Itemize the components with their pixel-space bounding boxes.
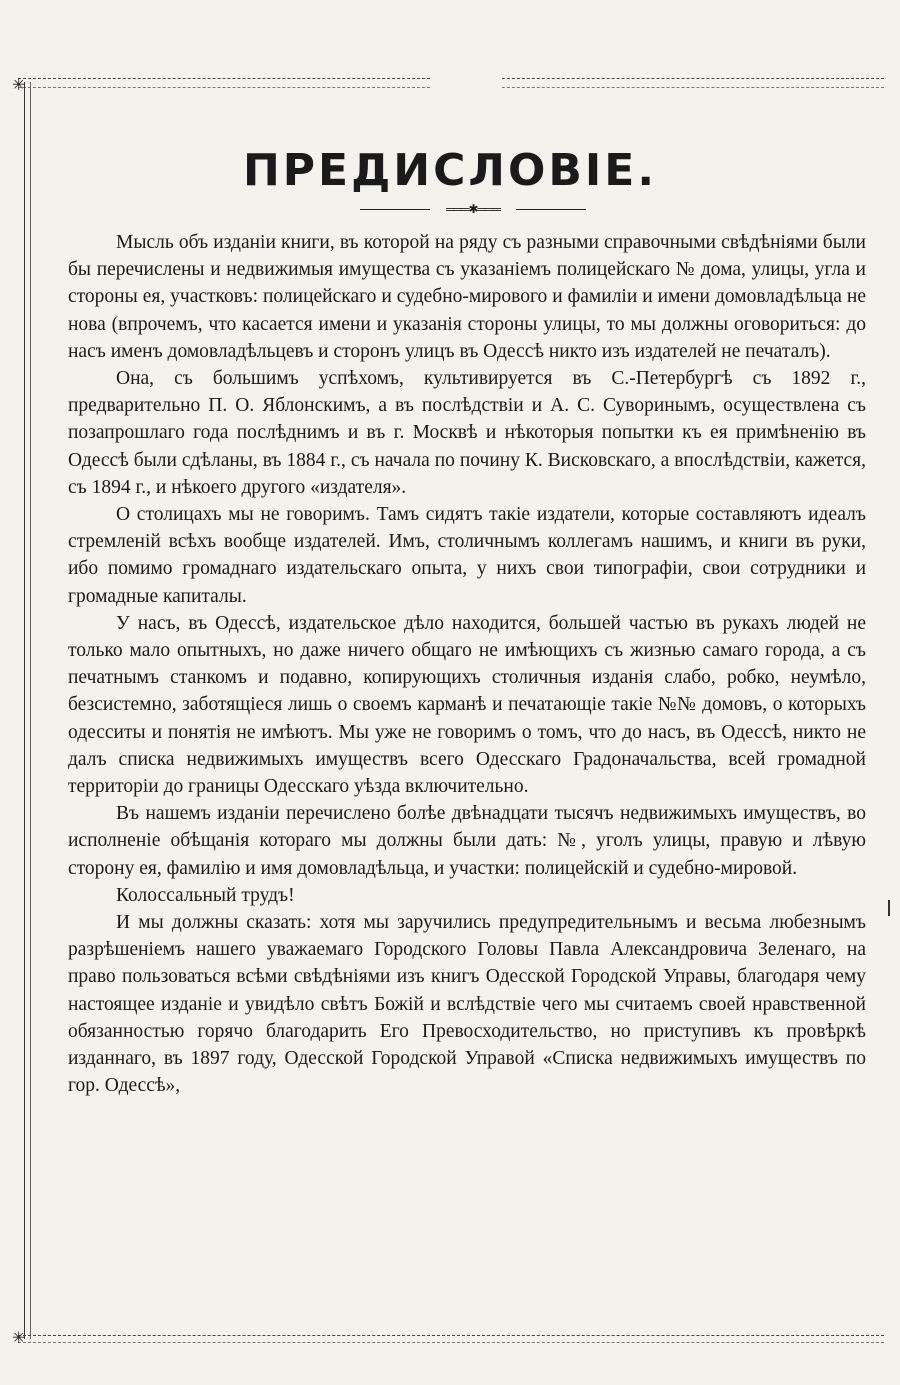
paragraph: И мы должны сказать: хотя мы заручились предупредительнымъ и весьма любезнымъ разрѣшеніемъ нашего уважаемаго Городского Головы Павла Александровича Зеленаго, на право пользоваться всѣми свѣдѣніями изъ книгъ Одесской Городской Управы, благодаря чему настоящее изданіе и увидѣло свѣтъ Божій и вслѣдствіе чего мы считаемъ своей нравственной обязанностью горячо благодарить Его Превосходительство, но приступивъ къ провѣркѣ изданнаго, въ 1897 году, Одесской Городской Управой «Списка недвижимыхъ имуществъ по гор. Одессѣ», (68, 912, 866, 1097)
corner-ornament-icon: ✳ (12, 1330, 26, 1347)
paragraph: О столицахъ мы не говоримъ. Тамъ сидятъ такіе издатели, которые составляютъ идеалъ стремленій всѣхъ вообще издателей. Имъ, столичнымъ коллегамъ нашимъ, и книги въ руки, ибо помимо громаднаго издательскаго опыта, у нихъ свои типографіи, свои сотрудники и громадные капиталы. (68, 504, 866, 607)
frame-right-mark (888, 900, 890, 916)
frame-bottom-border (18, 1335, 884, 1343)
frame-left-border (24, 82, 31, 1339)
paragraph: Колоссальный трудъ! (116, 884, 295, 906)
page-title: ПРЕДИСЛОВІЕ. (242, 145, 658, 196)
paragraph: Мысль объ изданіи книги, въ которой на ряду съ разными справочными свѣдѣніями были бы перечислены и недвижимыя имущества съ указаніемъ полицейскаго № дома, улицы, угла и стороны ея, участковъ: полицейскаго и судебно-мирового и фамиліи и имени домовладѣльца не нова (впрочемъ, что касается имени и указанія стороны улицы, то мы должны оговориться: до насъ именъ домовладѣльцевъ и сторонъ улицъ въ Одессѣ никто изъ издателей не печаталъ). (68, 232, 866, 362)
corner-ornament-icon: ✳ (12, 77, 26, 94)
paragraph: У насъ, въ Одессѣ, издательское дѣло находится, большей частью въ рукахъ людей не только мало опытныхъ, но даже ничего общаго не имѣющихъ съ жизнью самаго города, а съ печатнымъ станкомъ и подавно, копирующихъ столичныя изданія слабо, робко, неумѣло, безсистемно, заботящіеся лишь о своемъ карманѣ и печатающіе такіе №№ домовъ, о которыхъ одесситы и понятія не имѣютъ. Мы уже не говоримъ о томъ, что до насъ, въ Одессѣ, никто не далъ списка недвижимыхъ имуществъ всего Одесскаго Градоначальства, всей громадной территоріи до границы Одесскаго уѣзда включительно. (68, 612, 866, 798)
paragraph: Въ нашемъ изданіи перечислено болѣе двѣнадцати тысячъ недвижимыхъ имуществъ, во исполненіе обѣщанія котораго мы должны были дать: №, уголъ улицы, правую и лѣвую сторону ея, фамилію и имя домовладѣльца, и участки: полицейскій и судебно-мировой. (68, 803, 866, 879)
title-ornament: ═══✱═══ (430, 201, 516, 217)
paragraph: Она, съ большимъ успѣхомъ, культивируется въ С.-Петербургѣ съ 1892 г., предварительно П. О. Яблонскимъ, а въ послѣдствіи и А. С. Суворинымъ, осуществлена съ позапрошлаго года послѣднимъ и въ г. Москвѣ и нѣкоторыя попытки къ ея примѣненію въ Одессѣ были сдѣланы, въ 1884 г., съ начала по почину К. Висковскаго, а впослѣдствіи, кажется, съ 1894 г., и нѣкоего другого «издателя». (68, 368, 866, 498)
preface-text (68, 229, 866, 1100)
